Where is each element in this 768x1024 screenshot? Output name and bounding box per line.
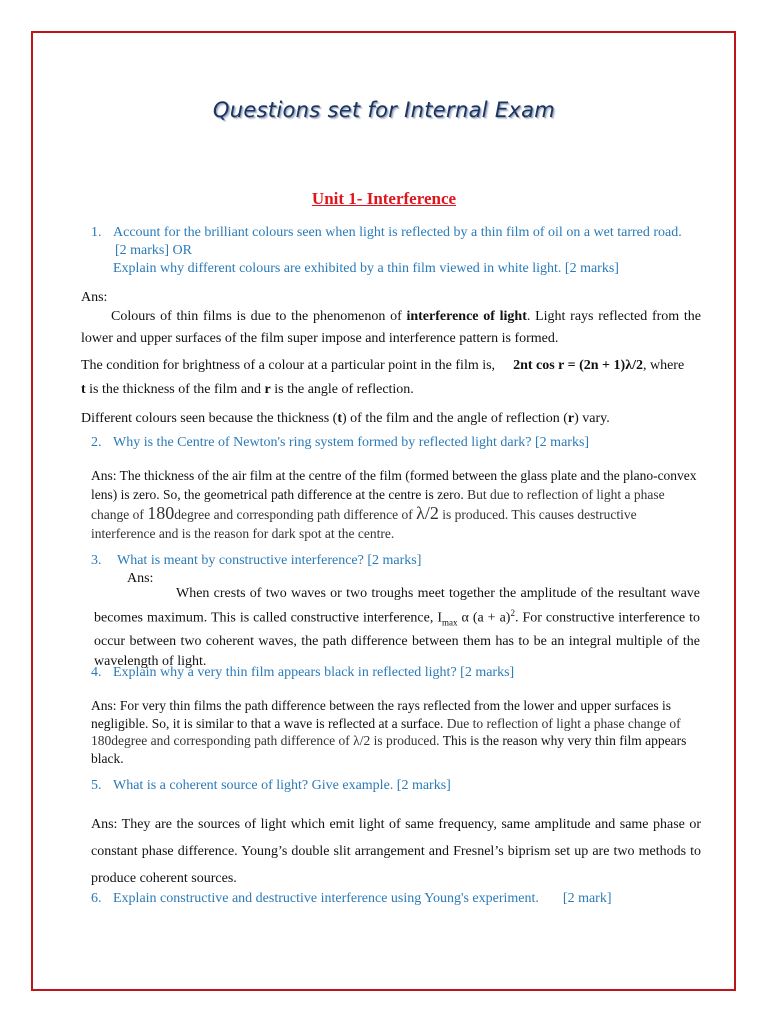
page-title: Questions set for Internal Exam (212, 98, 556, 122)
unit-heading: Unit 1- Interference (311, 189, 457, 208)
question-2: 2. Why is the Centre of Newton's ring system formed by reflected light dark? [2 marks] (91, 435, 590, 450)
answer-4: Ans: For very thin films the path difference between the rays reflected from the lower and upper surfaces is negligible. So, it is similar to that a wave is reflected at a surface. Due to reflection of light a phase change of 180degree and corresponding path difference of λ/2 is produced. This is the reason why very thin film appears black. (91, 698, 687, 766)
answer-label: Ans: (127, 571, 154, 586)
question-3: 3. What is meant by constructive interference? [2 marks] (91, 553, 422, 568)
question-5: 5. What is a coherent source of light? Give example. [2 marks] (91, 778, 451, 793)
answer-1-paragraph: Colours of thin films is due to the phenomenon of interference of light. Light rays reflected from the lower and upper surfaces of the film super impose and interference pattern is formed. (81, 309, 701, 346)
answer-5: Ans: They are the sources of light which emit light of same frequency, same amplitude and same phase or constant phase difference. Young’s double slit arrangement and Fresnel’s biprism set up are two methods to produce coherent sources. (91, 817, 701, 886)
answer-1-condition: The condition for brightness of a colour at a particular point in the film is, 2nt cos r = (2n + 1)λ/2, where (81, 358, 685, 373)
answer-label: Ans: (81, 290, 108, 305)
question-number: 1. (91, 225, 102, 240)
answer-2: Ans: The thickness of the air film at the centre of the film (formed between the glass plate and the plano-convex lens) is zero. So, the geometrical path difference at the centre is zero. But due to reflection of light a phase change of 180degree and corresponding path difference of λ/2 is produced. This causes destructive interference and is the reason for dark spot at the centre. (91, 468, 697, 541)
question-4: 4. Explain why a very thin film appears black in reflected light? [2 marks] (91, 665, 515, 680)
answer-1-conclusion: Different colours seen because the thickness (t) of the film and the angle of reflection (r) vary. (81, 411, 610, 426)
answer-3: When crests of two waves or two troughs meet together the amplitude of the resultant wave becomes maximum. This is called constructive interference, $I_{max}$ α $(a + a)^2$. For constructive interference to occur between two coherent waves, the path difference between them has to be an integral multiple of the wavelength of light. (94, 586, 701, 669)
question-6: 6. Explain constructive and destructive interference using Young's experiment. [2 mark] (91, 891, 612, 906)
question-text: Explain why different colours are exhibited by a thin film viewed in white light. [2 marks] (113, 261, 619, 276)
question-text: [2 marks] OR (115, 243, 192, 258)
question-text: Account for the brilliant colours seen when light is reflected by a thin film of oil on a wet tarred road. (113, 225, 682, 240)
answer-1-definitions: t is the thickness of the film and r is the angle of reflection. (81, 382, 414, 397)
